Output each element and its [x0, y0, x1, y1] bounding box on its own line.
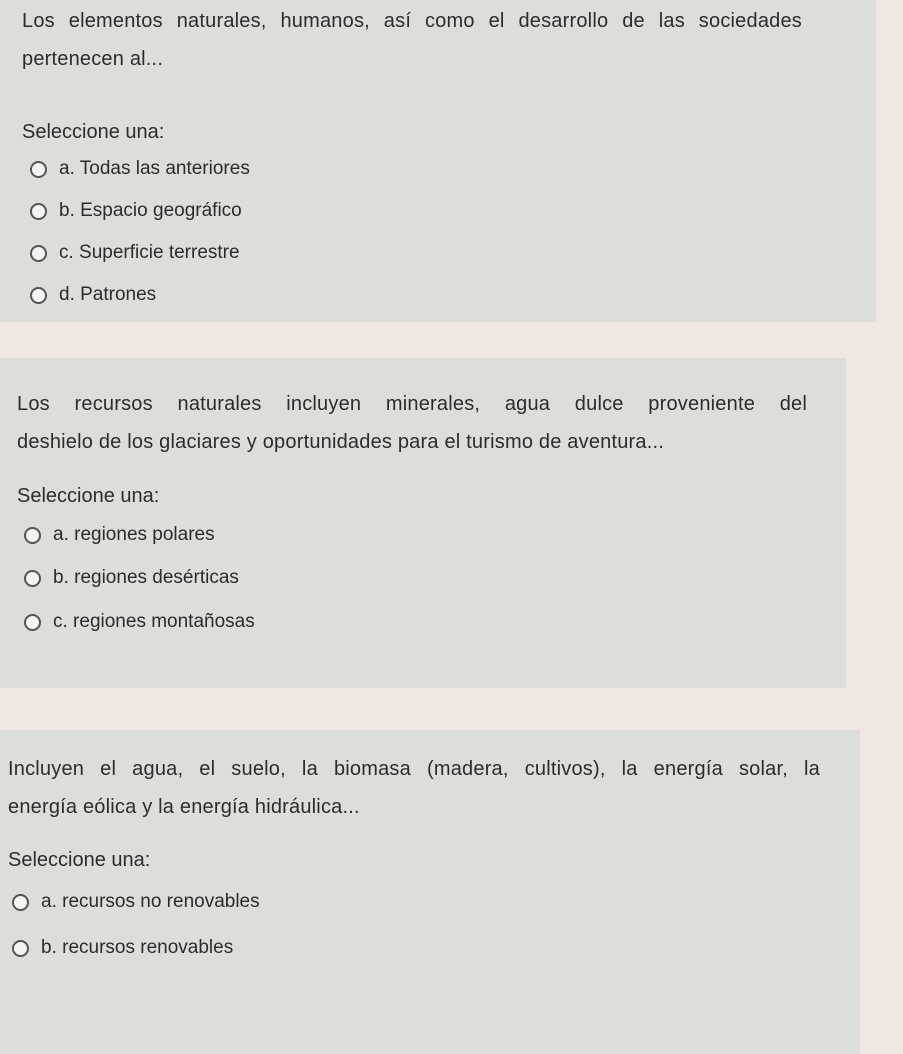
- radio-button[interactable]: [24, 527, 41, 544]
- question-line: Los recursos naturales incluyen minerales, agua dulce proveniente del: [17, 393, 807, 415]
- option-label[interactable]: a. recursos no renovables: [41, 891, 260, 912]
- radio-button[interactable]: [12, 940, 29, 957]
- question-text: [17, 385, 807, 461]
- question-line: Los elementos naturales, humanos, así como el desarrollo de las sociedades: [22, 10, 802, 32]
- question-line: pertenecen al...: [22, 48, 164, 70]
- question-line: Incluyen el agua, el suelo, la biomasa (madera, cultivos), la energía solar, la: [8, 758, 820, 780]
- option-label[interactable]: c. regiones montañosas: [53, 611, 255, 632]
- option-b[interactable]: [12, 937, 233, 959]
- option-c[interactable]: [24, 611, 255, 633]
- option-label[interactable]: a. regiones polares: [53, 524, 215, 545]
- radio-button[interactable]: [24, 570, 41, 587]
- option-b[interactable]: [24, 567, 239, 589]
- radio-button[interactable]: [30, 287, 47, 304]
- option-label[interactable]: d. Patrones: [59, 284, 157, 305]
- question-line: deshielo de los glaciares y oportunidades para el turismo de aventura...: [17, 431, 664, 453]
- question-text: [8, 750, 820, 826]
- select-prompt: Seleccione una:: [8, 849, 151, 871]
- option-d[interactable]: [30, 284, 156, 306]
- option-b[interactable]: [30, 200, 242, 222]
- option-a[interactable]: [30, 158, 250, 180]
- option-label[interactable]: b. regiones desérticas: [53, 567, 239, 588]
- option-label[interactable]: c. Superficie terrestre: [59, 242, 240, 263]
- option-a[interactable]: [24, 524, 215, 546]
- question-text: [22, 2, 802, 78]
- radio-button[interactable]: [12, 894, 29, 911]
- radio-button[interactable]: [30, 203, 47, 220]
- radio-button[interactable]: [24, 614, 41, 631]
- option-label[interactable]: a. Todas las anteriores: [59, 158, 250, 179]
- option-a[interactable]: [12, 891, 260, 913]
- radio-button[interactable]: [30, 161, 47, 178]
- option-label[interactable]: b. recursos renovables: [41, 937, 234, 958]
- select-prompt: Seleccione una:: [22, 121, 165, 143]
- option-label[interactable]: b. Espacio geográfico: [59, 200, 242, 221]
- question-line: energía eólica y la energía hidráulica...: [8, 796, 360, 818]
- radio-button[interactable]: [30, 245, 47, 262]
- option-c[interactable]: [30, 242, 240, 264]
- select-prompt: Seleccione una:: [17, 485, 160, 507]
